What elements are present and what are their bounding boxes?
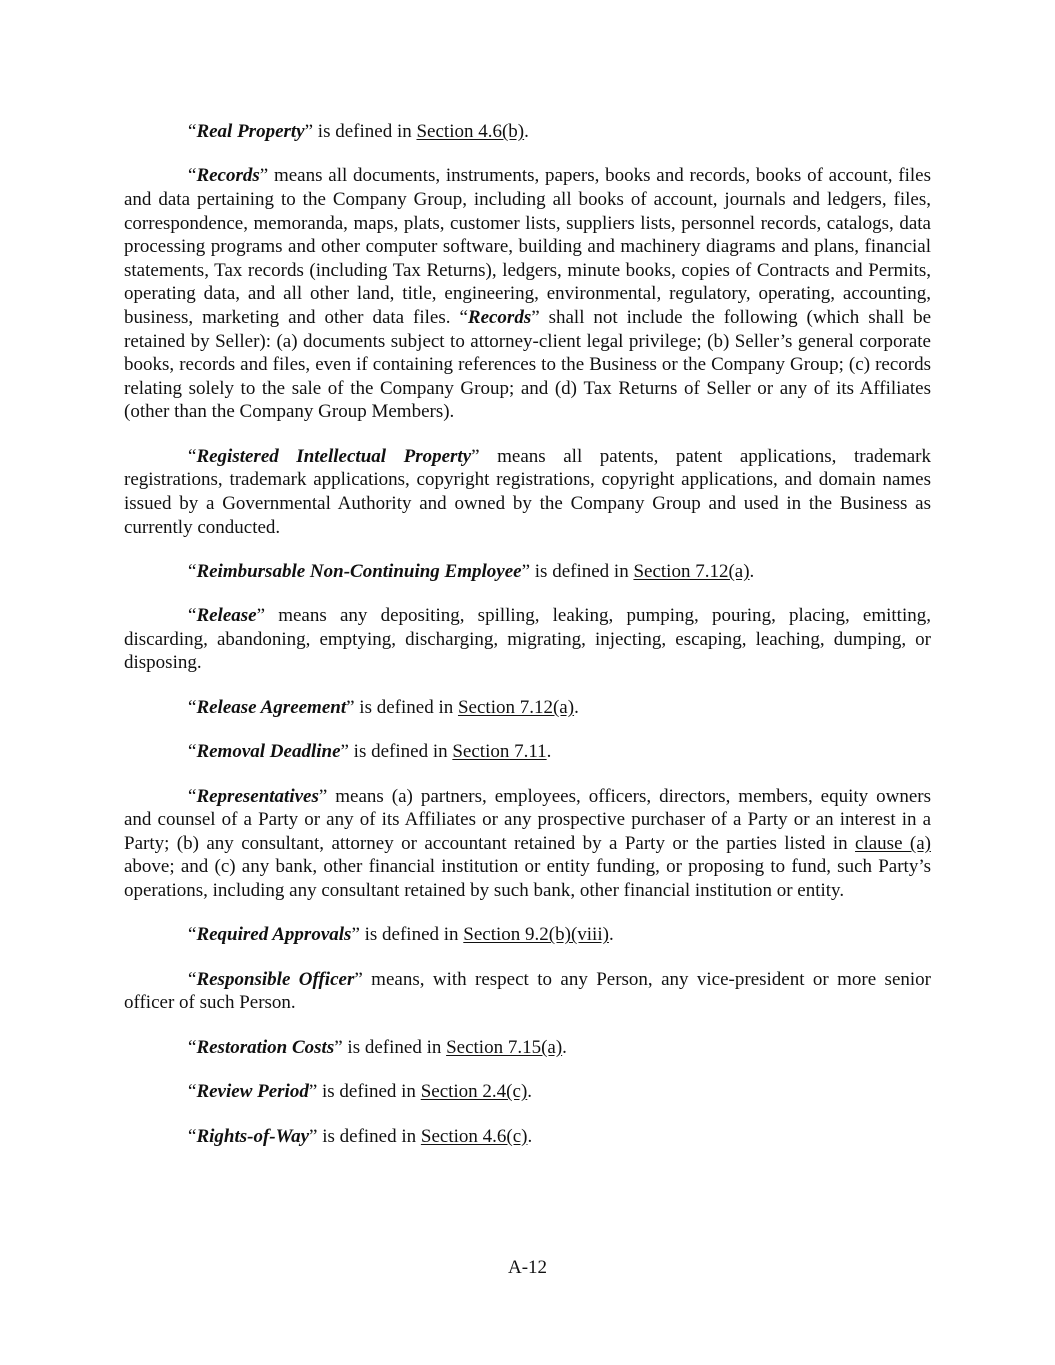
defined-term: Release [196,605,257,627]
defined-term: Reimbursable Non-Continuing Employee [196,560,522,582]
section-reference: Section 4.6(b) [416,121,525,142]
document-body [124,120,931,1169]
defined-term: Review Period [196,1081,309,1103]
definition-representatives: “Representatives” means (a) partners, employees, officers, directors, members, equity owners and counsel of a Party or any of its Affiliates or any prospective purchaser of a Party or an interest in a Party; (b) any consultant, attorney or accountant retained by a Party or the parties listed in clause (a) above; and (c) any bank, other financial institution or entity funding, or proposing to fund, such Party’s operations, including any consultant retained by such bank, other financial institution or entity. [124,785,931,902]
definition-real-property: “Real Property” is defined in Section 4.6(b). [188,121,529,142]
clause-reference: clause (a) [855,832,931,854]
definition-release: “Release” means any depositing, spilling, leaking, pumping, pouring, placing, emitting, discarding, abandoning, emptying, discharging, migrating, injecting, escaping, leaching, dumping, or disposing. [124,605,931,674]
section-reference: Section 9.2(b)(viii) [463,924,609,946]
definition-required-approvals: “Required Approvals” is defined in Section 9.2(b)(viii). [188,924,614,946]
defined-term: Records [467,306,532,328]
section-reference: Section 7.12(a) [633,560,750,582]
section-reference: Section 7.12(a) [457,696,575,718]
defined-term: Registered Intellectual Property [196,445,472,467]
definition-release-agreement: “Release Agreement” is defined in Section 7.12(a). [188,696,579,718]
section-reference: Section 4.6(c) [420,1125,528,1147]
definition-reimbursable-non-continuing-employee: “Reimbursable Non-Continuing Employee” is defined in Section 7.12(a). [188,560,755,582]
definition-review-period: “Review Period” is defined in Section 2.4(c). [188,1081,533,1103]
section-reference: Section 7.15(a) [446,1036,563,1058]
definition-registered-intellectual-property: “Registered Intellectual Property” means all patents, patent applications, trademark registrations, trademark applications, copyright registrations, copyright applications, and domain names issued by a Governmental Authority and owned by the Company Group and used in the Business as currently conducted. [124,445,932,538]
definition-removal-deadline: “Removal Deadline” is defined in Section 7.11. [188,741,552,763]
definition-restoration-costs: “Restoration Costs” is defined in Section 7.15(a). [188,1036,567,1058]
section-reference: Section 2.4(c) [420,1081,528,1103]
defined-term: Required Approvals [196,924,352,946]
defined-term: Rights-of-Way [196,1125,310,1147]
section-reference: Section 7.11 [452,741,547,763]
definition-records: “Records” means all documents, instruments, papers, books and records, books of account, files and data pertaining to the Company Group, including all books of account, journals and ledgers, files, correspondence, memoranda, maps, plats, customer lists, suppliers lists, personnel records, catalogs, data processing programs and other computer software, building and machinery diagrams and plans, financial statements, Tax records (including Tax Returns), ledgers, minute books, copies of Contracts and Permits, operating data, and all other land, title, engineering, environmental, regulatory, operating, accounting, business, marketing and other data files. “Records” shall not include the following (which shall be retained by Seller): (a) documents subject to attorney-client legal privilege; (b) Seller’s general corporate books, records and files, even if containing references to the Business or the Company Group; (c) records relating solely to the sale of the Company Group; and (d) Tax Returns of Seller or any of its Affiliates (other than the Company Group Members). [124,165,932,423]
page-number: A-12 [507,1257,548,1278]
defined-term: Removal Deadline [196,741,341,763]
definition-rights-of-way: “Rights-of-Way” is defined in Section 4.6(c). [188,1125,533,1147]
definition-responsible-officer: “Responsible Officer” means, with respect to any Person, any vice-president or more senior officer of such Person. [124,968,931,1014]
defined-term: Records [196,165,260,187]
defined-term: Real Property [196,121,305,142]
defined-term: Representatives [196,785,319,807]
defined-term: Release Agreement [196,696,347,718]
defined-term: Restoration Costs [196,1036,335,1058]
defined-term: Responsible Officer [196,968,355,990]
